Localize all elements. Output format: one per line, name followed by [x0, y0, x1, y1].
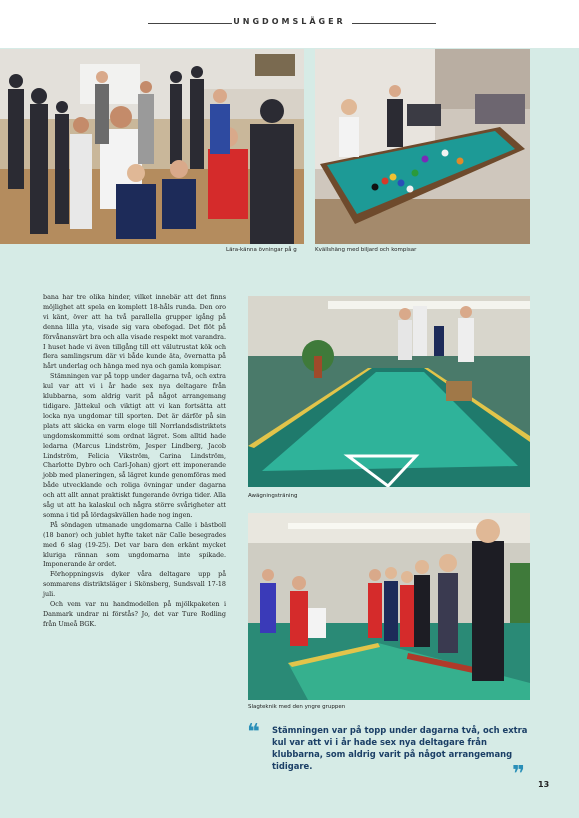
- body-paragraph: Stämningen var på topp under dagarna två, och extra kul var att vi i år hade sex nya deltagare från klubbarna, som aldrig varit på något arrangemang tidigare. Jättekul och viktigt att vi kan fortsätta att locka nya ungdomar till sporten. Det är därför på sin plats att skicka en varm eloge till Norrlandsdistriktets ungdomskommitté som ordnat lägret. Som alltid hade ledarna (Marcus Lindström, Jesper Lindberg, Jacob Lindström, Felicia Vikström, Carina Lindström, Charlotte Dybro och Carl-Johan) gjort ett imponerande jobb med planeringen, så lägret kunde genomföras med både utvecklande och roliga övningar under dagarna och att allt annat praktiskt fungerande övriga tider. Alla såg ut att ha kalaskul och några större svårigheter att somna i tid på lördagskvällen hade nog ingen.: [43, 372, 226, 519]
- body-paragraph: Förhoppningsvis dyker våra deltagare upp på sommarens distriktsläger i Skönsberg, Sundsvall 17-18 juli.: [43, 570, 226, 599]
- header-rule-right: [352, 23, 436, 24]
- photo-billiards: [315, 49, 530, 244]
- page-header: [0, 0, 579, 48]
- section-title: UNGDOMSLÄGER: [233, 17, 346, 26]
- photo-technique-training: [248, 513, 530, 700]
- pull-quote: Stämningen var på topp under dagarna två, och extra kul var att vi i år hade sex nya deltagare från klubbarna, som aldrig varit på något arrangemang tidigare.: [272, 725, 528, 771]
- article-body: [43, 293, 226, 630]
- caption-photo3: Awägningsträning: [248, 493, 298, 499]
- body-paragraph: bana har tre olika hinder, vilket innebär att det finns möjlighet att spela en komplett 18-håls runda. Den oro vi känt, över att ha två parallella grupper igång på denna lilla yta, visade sig vara obefogad. Det flöt på förvånansvärt bra och alla visade respekt mot varandra. I huset hade vi även tillgång till ett välutrustat kök och flera samlingsrum där vi både kunde äta, övernatta på hårt underlag och hänga med nya och gamla kompisar.: [43, 293, 226, 371]
- caption-photo1: Lära-känna övningar på g: [226, 247, 297, 253]
- photo-group-icebreaker: [0, 49, 304, 244]
- caption-photo4: Slagteknik med den yngre gruppen: [248, 704, 346, 710]
- caption-photo2: Kvällshäng med biljard och kompisar: [315, 247, 417, 253]
- open-quote-icon: ❝: [247, 720, 260, 745]
- close-quote-icon: ❞: [512, 762, 525, 787]
- page-number: 13: [538, 780, 550, 789]
- photo-minigolf-lane: [248, 296, 530, 487]
- body-paragraph: På söndagen utmanade ungdomarna Calle i bästboll (18 banor) och jublet hyfte taket när Calle besegrades med 6 slag (19-25). Det var bara den erkänt mycket kluriga rännan som ungdomarna inte spikade. Imponerande är ordet.: [43, 520, 226, 569]
- body-paragraph: Och vem var nu handmodellen på mjölkpaketen i Danmark undrar ni förstås? Jo, det var Ture Rodling från Umeå BGK.: [43, 600, 226, 628]
